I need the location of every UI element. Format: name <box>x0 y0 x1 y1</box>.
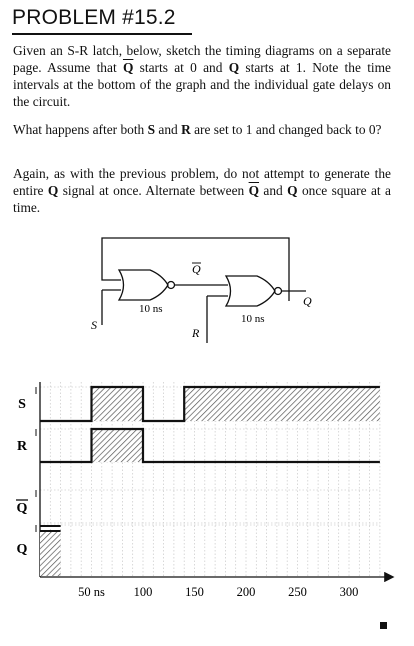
qbar-output-label: Q <box>192 262 201 276</box>
p2-text-a: What happens after both <box>13 122 148 137</box>
p3-q2: Q <box>287 183 298 198</box>
p3-text-d: once square at a time. <box>13 183 391 215</box>
signal-label: Q <box>16 501 28 516</box>
gate1-delay-label: 10 ns <box>139 303 163 315</box>
p2-text-c: are set to 1 and changed back to 0? <box>190 122 382 137</box>
time-tick-label: 150 <box>185 585 204 599</box>
p3-qbar: $\overline{Q}$ <box>248 183 260 198</box>
p2-r: R <box>181 122 191 137</box>
p1-text-b: starts at 0 and <box>133 60 229 75</box>
p2-s: S <box>147 122 156 137</box>
r-waveform <box>40 429 380 462</box>
q-initial-hatched <box>40 532 61 576</box>
s-input-label: S <box>91 318 97 332</box>
signal-label: S <box>18 397 26 412</box>
problem-title: PROBLEM #15.2 <box>12 6 176 29</box>
p1-qbar: $\overline{Q}$ <box>122 60 134 75</box>
time-tick-label: 300 <box>339 585 359 599</box>
time-tick-label: 200 <box>236 585 256 599</box>
end-of-problem-mark <box>380 622 387 629</box>
r-input-label: R <box>192 326 200 340</box>
gate2-delay-label: 10 ns <box>241 313 265 325</box>
s-hatched-high <box>92 387 144 421</box>
p3-text-c: and <box>259 183 288 198</box>
signal-label: R <box>16 439 28 454</box>
time-tick-label: 50 ns <box>78 585 105 599</box>
signal-label: Q <box>16 542 28 557</box>
time-tick-label: 250 <box>288 585 307 599</box>
q-output-label: Q <box>303 294 312 308</box>
p1-text-c: starts at 1. Note the time intervals at the bottom of the graph and the individual gate delays on the circuit. <box>13 60 391 109</box>
p1-text-a: Given an S-R latch, below, sketch the timing diagrams on a separate page. Assume that <box>13 43 391 75</box>
r-hatched-high <box>92 429 144 462</box>
p2-text-b: and <box>155 122 182 137</box>
p3-text-b: signal at once. Alternate between <box>58 183 249 198</box>
p3-q: Q <box>47 183 59 198</box>
time-tick-label: 100 <box>133 585 153 599</box>
s-hatched-high <box>184 387 380 421</box>
p3-text-a: Again, as with the previous problem, do not attempt to generate the entire <box>13 166 391 198</box>
p1-q: Q <box>228 60 240 75</box>
